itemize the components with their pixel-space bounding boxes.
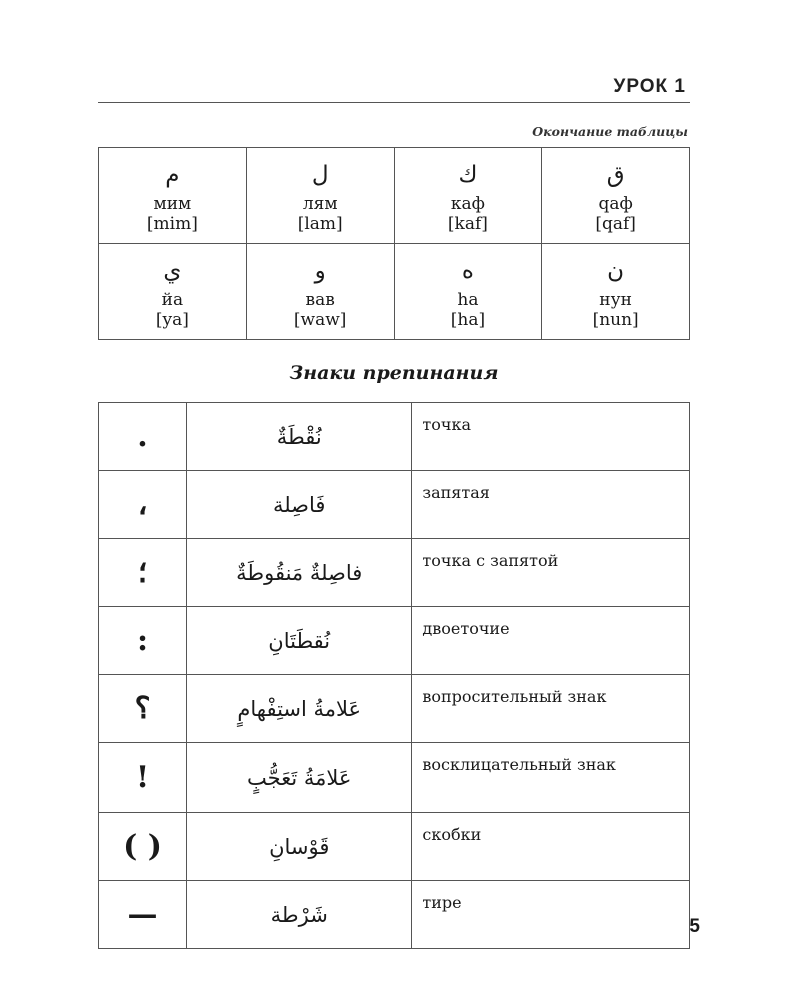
- letter-transliteration: [mim]: [146, 214, 198, 234]
- russian-term: точка с запятой: [412, 539, 690, 607]
- punctuation-symbol: ( ): [99, 813, 187, 881]
- arabic-letter: م: [165, 162, 180, 188]
- arabic-term: عَلامَةُ تَعَجُّبٍ: [187, 743, 412, 813]
- letter-transliteration: [waw]: [293, 310, 347, 330]
- table-row: [99, 539, 690, 607]
- punctuation-symbol: !: [99, 743, 187, 813]
- table-row: [99, 471, 690, 539]
- letter-transliteration: [ya]: [155, 310, 189, 330]
- arabic-term: شَرْطة: [187, 881, 412, 949]
- russian-term: вопросительный знак: [412, 675, 690, 743]
- punctuation-symbol: ؟: [99, 675, 187, 743]
- table-row: [99, 743, 690, 813]
- letter-name: qaф: [598, 194, 633, 214]
- table-row: [99, 607, 690, 675]
- punctuation-symbol: ،: [99, 471, 187, 539]
- letter-transliteration: [kaf]: [447, 214, 488, 234]
- letter-name: ha: [457, 290, 479, 310]
- letter-name: мим: [153, 194, 192, 214]
- letter-name: вав: [305, 290, 335, 310]
- letter-transliteration: [ha]: [450, 310, 486, 330]
- table-row: [99, 813, 690, 881]
- table-row: [99, 881, 690, 949]
- letter-cell: [542, 244, 690, 340]
- russian-term: восклицательный знак: [412, 743, 690, 813]
- arabic-term: نُقْطَةٌ: [187, 403, 412, 471]
- arabic-letter: ك: [458, 162, 478, 188]
- arabic-letter: ق: [606, 162, 625, 188]
- arabic-letter: ي: [163, 258, 182, 284]
- arabic-term: فَاصِلة: [187, 471, 412, 539]
- arabic-term: قَوْسانِ: [187, 813, 412, 881]
- russian-term: тире: [412, 881, 690, 949]
- letter-cell: [246, 244, 394, 340]
- arabic-term: فاصِلةٌ مَنقُوطَةٌ: [187, 539, 412, 607]
- table-row: [99, 403, 690, 471]
- punctuation-symbol: :: [99, 607, 187, 675]
- page-header: [98, 74, 690, 103]
- letter-cell: [246, 148, 394, 244]
- russian-term: точка: [412, 403, 690, 471]
- arabic-letter: ن: [607, 258, 625, 284]
- punctuation-symbol: —: [99, 881, 187, 949]
- letter-cell: [542, 148, 690, 244]
- punctuation-symbol: .: [99, 403, 187, 471]
- russian-term: запятая: [412, 471, 690, 539]
- letter-name: нун: [599, 290, 632, 310]
- lesson-title: УРОК 1: [613, 76, 686, 97]
- letter-name: лям: [302, 194, 338, 214]
- section-title: Знаки препинания: [289, 362, 499, 384]
- arabic-term: نُقطَتَانِ: [187, 607, 412, 675]
- table-row: [99, 675, 690, 743]
- arabic-term: عَلامةُ استِفْهامٍ: [187, 675, 412, 743]
- letter-cell: [394, 148, 542, 244]
- letter-transliteration: [qaf]: [595, 214, 636, 234]
- letter-cell: [394, 244, 542, 340]
- table-continuation-note: Окончание таблицы: [532, 124, 688, 139]
- letter-cell: [99, 244, 247, 340]
- russian-term: двоеточие: [412, 607, 690, 675]
- arabic-letter: و: [314, 258, 326, 284]
- table-row: [99, 244, 690, 340]
- letter-transliteration: [nun]: [592, 310, 639, 330]
- letter-cell: [99, 148, 247, 244]
- punctuation-symbol: ؛: [99, 539, 187, 607]
- arabic-letter: ل: [311, 162, 329, 188]
- arabic-letter: ه: [461, 258, 474, 284]
- russian-term: скобки: [412, 813, 690, 881]
- alphabet-table: [98, 147, 690, 340]
- table-row: [99, 148, 690, 244]
- letter-name: йа: [161, 290, 184, 310]
- punctuation-table: [98, 402, 690, 949]
- letter-transliteration: [lam]: [297, 214, 343, 234]
- letter-name: каф: [450, 194, 485, 214]
- page-number: 5: [689, 916, 700, 937]
